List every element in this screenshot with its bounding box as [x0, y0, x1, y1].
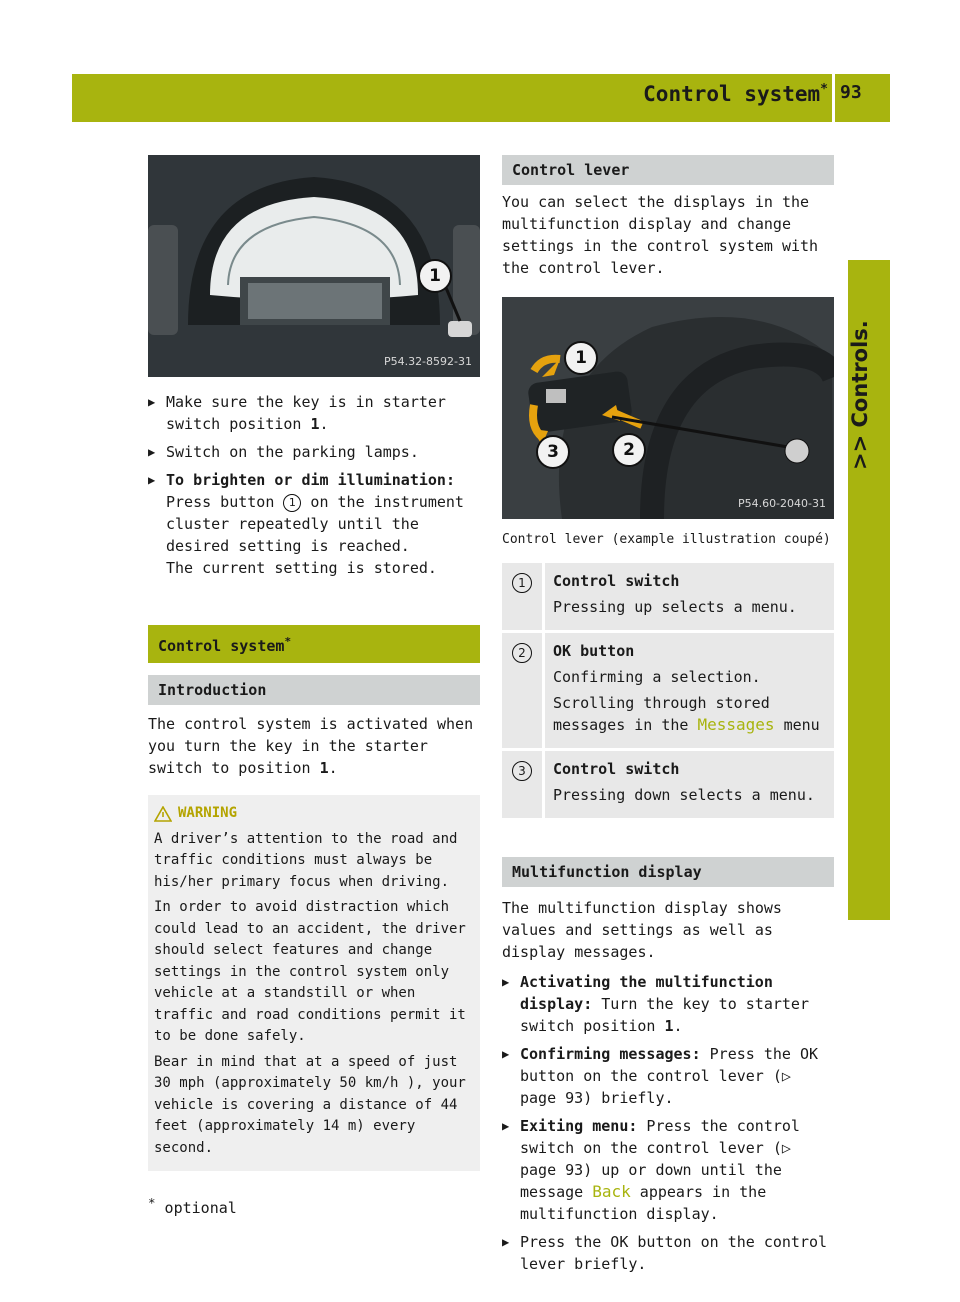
bullet-text: To brighten or dim illumination: Press button 1 on the instrument cluster repeatedly until the desired setting is reached. The current setting is stored.: [166, 471, 464, 577]
bullet-exiting: [502, 1115, 834, 1225]
warning-head: [154, 803, 474, 825]
callout-1: 1: [418, 259, 452, 293]
legend-row-3: [502, 751, 834, 821]
section-heading-control-system: Control system*: [148, 625, 480, 663]
warning-title: WARNING: [178, 805, 238, 821]
header-divider: [832, 74, 835, 122]
legend-table: [502, 563, 834, 821]
warning-triangle-icon: [154, 806, 172, 822]
section-heading-multifunction-display: Multifunction display: [502, 857, 834, 887]
callout-3: 3: [536, 435, 570, 469]
bullet-press-ok: [502, 1231, 834, 1275]
page-title: [560, 82, 828, 106]
bullet-text: Switch on the parking lamps.: [166, 443, 419, 461]
arrow-icon: ▶: [148, 473, 156, 487]
arrow-icon: ▶: [502, 1119, 510, 1133]
side-tab-label: >> Controls.: [848, 320, 872, 470]
legend-desc: Confirming a selection.: [553, 668, 761, 686]
instrument-cluster-photo: [148, 155, 480, 377]
right-column: [502, 155, 834, 1281]
bullet-parking-lamps: [148, 441, 480, 463]
legend-desc: Pressing up selects a menu.: [553, 598, 797, 616]
intro-text: The control system is activated when you turn the key in the starter switch to position 1.: [148, 715, 474, 777]
mfd-text: The multifunction display shows values and settings as well as display messages.: [502, 899, 782, 961]
left-column: [148, 155, 480, 1171]
section-heading-introduction: Introduction: [148, 675, 480, 705]
legend-title: Control switch: [553, 760, 680, 778]
arrow-icon: ▶: [148, 395, 156, 409]
photo-code: P54.60-2040-31: [737, 497, 826, 510]
bullet-text: Confirming messages: Press the OK button on the control lever (▷ page 93) briefly.: [520, 1045, 819, 1107]
warning-p3: Bear in mind that at a speed of just 30 mph (approximately 50 km/h ), your vehicle is covering a distance of 44 feet (approximately 14 m) every second.: [154, 1053, 466, 1156]
bullet-activating: [502, 971, 834, 1037]
footnote-text: optional: [155, 1199, 237, 1217]
photo-code: P54.32-8592-31: [383, 355, 472, 368]
warning-box: [148, 795, 480, 1171]
bullet-text: Activating the multifunction display: Turn the key to starter switch position 1.: [520, 973, 809, 1035]
legend-desc: Scrolling through stored messages in the Messages menu: [553, 694, 820, 734]
page-number: 93: [840, 82, 862, 103]
bullet-key-position: [148, 391, 480, 435]
arrow-icon: ▶: [502, 975, 510, 989]
photo-caption: Control lever (example illustration coupé): [502, 532, 831, 547]
legend-desc: Pressing down selects a menu.: [553, 786, 815, 804]
warning-p1: A driver’s attention to the road and traffic conditions must always be his/her primary focus when driving.: [154, 830, 458, 890]
bullet-text: Make sure the key is in starter switch position 1.: [166, 393, 446, 433]
bullet-text: Exiting menu: Press the control switch on the control lever (▷ page 93) up or down until the message Back appears in the multifunction display.: [520, 1117, 800, 1223]
legend-title: Control switch: [553, 572, 680, 590]
arrow-icon: ▶: [148, 445, 156, 459]
callout-1: 1: [564, 341, 598, 375]
bullet-text: Press the OK button on the control lever briefly.: [520, 1233, 828, 1273]
display-message-back: Back: [592, 1182, 631, 1201]
control-lever-text: You can select the displays in the multifunction display and change settings in the control system with the control lever.: [502, 193, 819, 277]
footnote: [148, 1195, 237, 1217]
bullet-brighten: [148, 469, 480, 579]
arrow-icon: ▶: [502, 1047, 510, 1061]
callout-1-inline: 1: [283, 494, 301, 512]
display-message-messages: Messages: [697, 715, 775, 734]
control-lever-illustration: [502, 297, 834, 519]
footnote-star: *: [148, 1195, 156, 1210]
control-lever-photo: [502, 297, 834, 519]
callout-2: 2: [612, 433, 646, 467]
arrow-icon: ▶: [502, 1235, 510, 1249]
optional-marker: *: [820, 82, 828, 97]
legend-row-2: [502, 633, 834, 751]
page-title-text: Control system: [643, 82, 821, 106]
warning-p2: In order to avoid distraction which could lead to an accident, the driver should select features and change settings in the control system only vehicle at a standstill or when traffic and road conditions permit it to be done safely.: [154, 899, 466, 1044]
section-heading-control-lever: Control lever: [502, 155, 834, 185]
legend-title: OK button: [553, 642, 635, 660]
legend-num: 1: [512, 573, 532, 593]
bullet-confirming: [502, 1043, 834, 1109]
legend-num: 2: [512, 643, 532, 663]
legend-num: 3: [512, 761, 532, 781]
legend-row-1: [502, 563, 834, 633]
